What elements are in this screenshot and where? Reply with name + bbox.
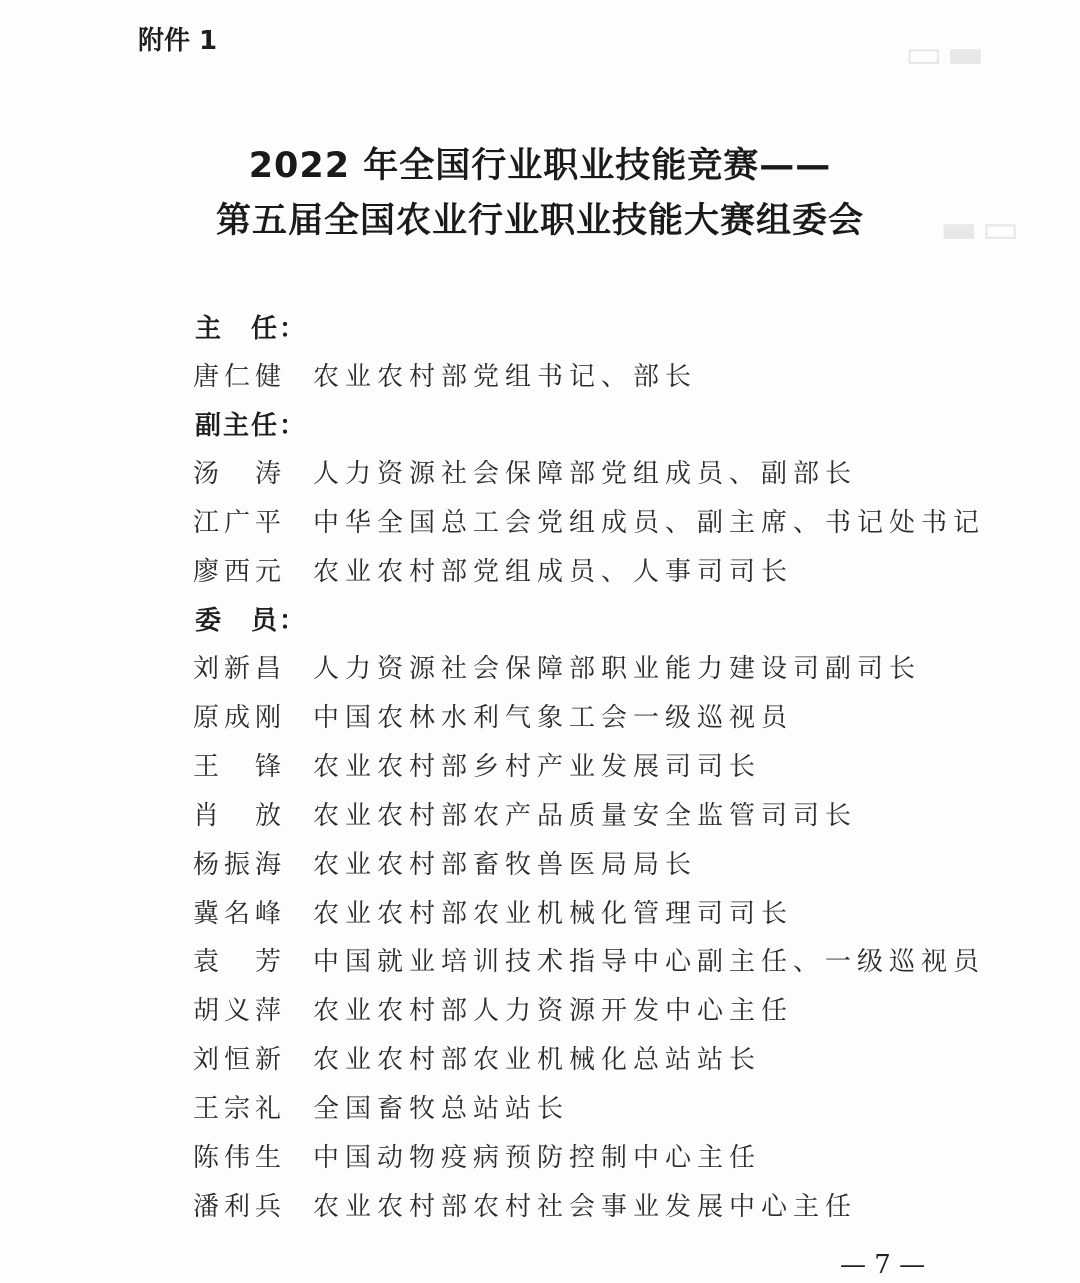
member-position: 农业农村部人力资源开发中心主任	[313, 996, 794, 1026]
member-row	[193, 746, 762, 786]
member-name: 袁 芳	[193, 947, 287, 977]
member-row	[193, 648, 922, 688]
member-position: 全国畜牧总站站长	[313, 1094, 570, 1124]
member-row	[193, 1186, 858, 1226]
member-row	[193, 453, 858, 493]
member-name: 汤 涛	[193, 459, 287, 489]
member-row	[193, 551, 794, 591]
page-number: — 7 —	[840, 1250, 926, 1280]
member-name: 廖西元	[193, 557, 287, 587]
member-name: 王宗礼	[193, 1094, 287, 1124]
member-position: 农业农村部党组成员、人事司司长	[313, 557, 794, 587]
member-row	[193, 1137, 762, 1177]
member-position: 农业农村部农业机械化总站站长	[313, 1045, 762, 1075]
member-row	[193, 1039, 762, 1079]
member-name: 胡义萍	[193, 996, 287, 1026]
role-heading-director: 主 任：	[195, 314, 308, 344]
member-name: 杨振海	[193, 850, 287, 880]
member-position: 农业农村部农业机械化管理司司长	[313, 899, 794, 929]
attachment-label: 附件 1	[138, 26, 218, 56]
member-position: 农业农村部畜牧兽医局局长	[313, 850, 698, 880]
role-heading-deputy-director: 副主任：	[195, 411, 308, 441]
member-name: 刘恒新	[193, 1045, 287, 1075]
document-title-line-2: 第五届全国农业行业职业技能大赛组委会	[215, 201, 864, 241]
member-name: 陈伟生	[193, 1143, 287, 1173]
member-row	[193, 990, 794, 1030]
member-name: 王 锋	[193, 752, 287, 782]
show-through-marks: ▬▭	[940, 205, 1024, 252]
member-row	[193, 795, 858, 835]
member-position: 中华全国总工会党组成员、副主席、书记处书记	[313, 508, 986, 538]
member-row	[193, 893, 794, 933]
member-position: 农业农村部农村社会事业发展中心主任	[313, 1192, 858, 1222]
member-name: 刘新昌	[193, 654, 287, 684]
member-position: 中国农林水利气象工会一级巡视员	[313, 703, 794, 733]
show-through-marks: ▭▬	[905, 30, 989, 77]
member-name: 潘利兵	[193, 1192, 287, 1222]
member-position: 人力资源社会保障部党组成员、副部长	[313, 459, 858, 489]
member-position: 农业农村部乡村产业发展司司长	[313, 752, 762, 782]
member-position: 农业农村部党组书记、部长	[313, 362, 698, 392]
member-name: 原成刚	[193, 703, 287, 733]
member-name: 肖 放	[193, 801, 287, 831]
member-name: 江广平	[193, 508, 287, 538]
role-heading-members: 委 员：	[195, 606, 308, 636]
member-row	[193, 356, 698, 396]
document-title-line-1: 2022 年全国行业职业技能竞赛——	[248, 146, 832, 186]
member-row	[193, 697, 794, 737]
member-row	[193, 941, 986, 981]
member-position: 人力资源社会保障部职业能力建设司副司长	[313, 654, 922, 684]
member-name: 唐仁健	[193, 362, 287, 392]
member-position: 中国动物疫病预防控制中心主任	[313, 1143, 762, 1173]
member-row	[193, 502, 986, 542]
member-row	[193, 844, 698, 884]
member-row	[193, 1088, 570, 1128]
member-name: 冀名峰	[193, 899, 287, 929]
member-position: 中国就业培训技术指导中心副主任、一级巡视员	[313, 947, 986, 977]
member-position: 农业农村部农产品质量安全监管司司长	[313, 801, 858, 831]
